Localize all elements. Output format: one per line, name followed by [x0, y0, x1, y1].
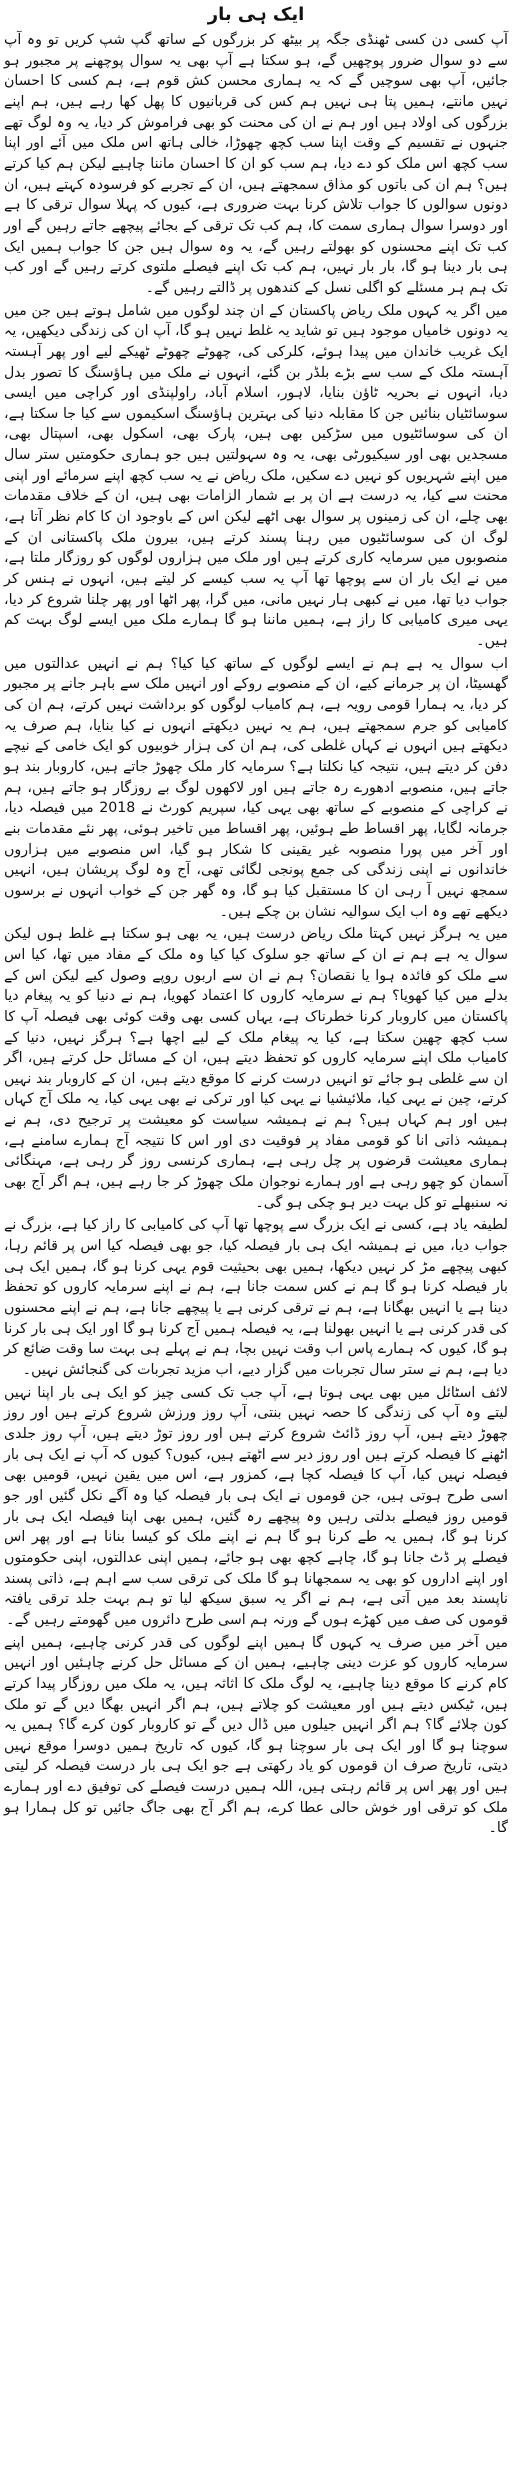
- column-body: [4, 30, 508, 1839]
- paragraph: میں آخر میں صرف یہ کہوں گا ہمیں اپنے لوگوں کی قدر کرنی چاہیے، ہمیں اپنے سرمایہ کاروں کو عزت دینی چاہیے، ہمیں ان کے مسائل حل کرنے چاہئیں اور انہیں کام کرنے کا موقع دینا چاہیے، یہ لوگ ملک کا اثاثہ ہیں، یہ ملک میں روزگار پیدا کرتے ہیں، ٹیکس دیتے ہیں اور معیشت کو چلاتے ہیں، ہم اگر انہیں بھگا دیں گے تو ملک کون چلائے گا؟ ہم اگر انہیں جیلوں میں ڈال دیں گے تو کاروبار کون کرے گا؟ ہمیں یہ سوچنا ہو گا اور ایک ہی بار سوچنا ہو گا، کیوں کہ تاریخ ہمیں دوسرا موقع نہیں دیتی، تاریخ صرف ان قوموں کو یاد رکھتی ہے جو ایک ہی بار درست فیصلہ کر لیتی ہیں اور پھر اس پر قائم رہتی ہیں، اللہ ہمیں درست فیصلے کی توفیق دے اور ہمارے ملک کو ترقی اور خوش حالی عطا کرے، ہم اگر آج بھی جاگ جائیں تو کل ہمارا ہو گا۔: [4, 1634, 508, 1837]
- paragraph: لائف اسٹائل میں بھی یہی ہوتا ہے، آپ جب تک کسی چیز کو ایک ہی بار اپنا نہیں لیتے وہ آپ کی زندگی کا حصہ نہیں بنتی، آپ روز ورزش شروع کرتے ہیں اور روز چھوڑ دیتے ہیں، آپ روز ڈائٹ شروع کرتے ہیں اور روز توڑ دیتے ہیں، آپ روز جلدی اٹھنے کا فیصلہ کرتے ہیں اور روز دیر سے اٹھتے ہیں، کیوں؟ کیوں کہ آپ نے ایک ہی بار فیصلہ نہیں کیا، آپ کا فیصلہ کچا ہے، کمزور ہے، اس میں یقین نہیں، قومیں بھی اسی طرح ہوتی ہیں، جن قوموں نے ایک ہی بار فیصلہ کیا وہ آگے نکل گئیں اور جو قومیں روز فیصلے بدلتی رہیں وہ پیچھے رہ گئیں، ہمیں بھی اپنا فیصلہ ایک ہی بار کرنا ہو گا، ہمیں یہ طے کرنا ہو گا ہم نے اپنے ملک کو کیسا بنانا ہے اور پھر اس فیصلے پر ڈٹ جانا ہو گا، چاہے کچھ بھی ہو جائے، ہمیں اپنی عدالتوں، اپنی حکومتوں اور اپنے اداروں کو بھی یہ سمجھانا ہو گا ملک کی ترقی سب سے اہم ہے، ذاتی پسند ناپسند بعد میں آتی ہے، ہم نے اگر یہ سبق سیکھ لیا تو ہم بہت جلد ترقی یافتہ قوموں کی صف میں کھڑے ہوں گے ورنہ ہم اسی طرح دائروں میں گھومتے رہیں گے۔: [4, 1384, 508, 1628]
- paragraph: میں اگر یہ کہوں ملک ریاض پاکستان کے ان چند لوگوں میں شامل ہوتے ہیں جن میں یہ دونوں خامیاں موجود ہیں تو شاید یہ غلط نہیں ہو گا، آپ ان کی زندگی دیکھیں، یہ ایک غریب خاندان میں پیدا ہوئے، کلرکی کی، چھوٹے چھوٹے ٹھیکے لیے اور پھر آہستہ آہستہ ملک کے سب سے بڑے بلڈر بن گئے، انہوں نے ملک میں ہاؤسنگ کا تصور بدل دیا، انہوں نے بحریہ ٹاؤن بنایا، لاہور، اسلام آباد، راولپنڈی اور کراچی میں ایسی سوسائٹیاں بنائیں جن کا مقابلہ دنیا کی بہترین ہاؤسنگ اسکیموں سے کیا جا سکتا ہے، ان کی سوسائٹیوں میں سڑکیں بھی ہیں، پارک بھی، اسکول بھی، اسپتال بھی، مسجدیں بھی اور سیکیورٹی بھی، یہ وہ سہولتیں ہیں جو ہماری حکومتیں ستر سال میں اپنے شہریوں کو نہیں دے سکیں، ملک ریاض نے یہ سب کچھ اپنے سرمائے اور اپنی محنت سے کیا، یہ درست ہے ان پر بے شمار الزامات بھی ہیں، ان کے خلاف مقدمات بھی چلے، ان کی زمینوں پر سوال بھی اٹھے لیکن اس کے باوجود ان کا کام نظر آتا ہے، لوگ ان کی سوسائٹیوں میں رہنا پسند کرتے ہیں، بیرون ملک پاکستانی ان کے منصوبوں میں سرمایہ کاری کرتے ہیں اور ملک میں ہزاروں لوگوں کو روزگار ملتا ہے، میں نے ایک بار ان سے پوچھا تھا آپ یہ سب کیسے کر لیتے ہیں، انہوں نے ہنس کر جواب دیا تھا، میں نے کبھی ہار نہیں مانی، میں گرا، پھر اٹھا اور پھر چلنا شروع کر دیا، یہی میری کامیابی کا راز ہے، ہمیں ماننا ہو گا ہمارے ملک میں ایسے لوگ بہت کم ہیں۔: [4, 302, 508, 650]
- paragraph: لطیفہ یاد ہے، کسی نے ایک بزرگ سے پوچھا تھا آپ کی کامیابی کا راز کیا ہے، بزرگ نے جواب دیا، میں نے ہمیشہ ایک ہی بار فیصلہ کیا، جو بھی فیصلہ کیا اس پر قائم رہا، کبھی پیچھے مڑ کر نہیں دیکھا، ہمیں بھی بحیثیت قوم یہی کرنا ہو گا، ہمیں ایک ہی بار فیصلہ کرنا ہو گا ہم نے کس سمت جانا ہے، ہم نے اپنے سرمایہ کاروں کو تحفظ دینا ہے یا انہیں بھگانا ہے، ہم نے ترقی کرنی ہے یا پیچھے جانا ہے، ہم نے اپنے محسنوں کی قدر کرنی ہے یا انہیں بھولنا ہے، یہ فیصلہ ہمیں آج کرنا ہو گا اور ایک ہی بار کرنا ہو گا، کیوں کہ ہمارے پاس اب وقت نہیں بچا، ہم نے پہلے ہی بہت سا وقت ضائع کر دیا ہے، ہم نے ستر سال تجربات میں گزار دیے، اب مزید تجربات کی گنجائش نہیں۔: [4, 1217, 508, 1378]
- paragraph: میں یہ ہرگز نہیں کہتا ملک ریاض درست ہیں، یہ بھی ہو سکتا ہے غلط ہوں لیکن سوال یہ ہے ہم نے ان کے ساتھ جو سلوک کیا کیا وہ ملک کے مفاد میں تھا، کیا اس سے ملک کو فائدہ ہوا یا نقصان؟ ہم نے ان سے اربوں روپے وصول کیے لیکن اس کے بدلے میں کیا کھویا؟ ہم نے سرمایہ کاروں کا اعتماد کھویا، ہم نے دنیا کو یہ پیغام دیا پاکستان میں کاروبار کرنا خطرناک ہے، یہاں کسی بھی وقت کوئی بھی فیصلہ آپ کا سب کچھ چھین سکتا ہے، کیا یہ پیغام ملک کے لیے اچھا ہے؟ ہرگز نہیں، دنیا کے کامیاب ملک اپنے سرمایہ کاروں کو تحفظ دیتے ہیں، ان کے مسائل حل کرتے ہیں، اگر ان سے غلطی ہو جائے تو انہیں درست کرنے کا موقع دیتے ہیں، ان کے کاروبار بند نہیں کرتے، چین نے یہی کیا، ملائیشیا نے یہی کیا اور ترکی نے بھی یہی کیا، یہ ملک آج کہاں ہیں اور ہم کہاں ہیں؟ ہم نے ہمیشہ سیاست کو معیشت پر ترجیح دی، ہم نے ہمیشہ ذاتی انا کو قومی مفاد پر فوقیت دی اور اس کا نتیجہ آج ہمارے سامنے ہے، ہماری معیشت قرضوں پر چل رہی ہے، ہماری کرنسی روز گر رہی ہے، مہنگائی آسمان کو چھو رہی ہے اور ہمارے نوجوان ملک چھوڑ کر جا رہے ہیں، ہم اگر آج بھی نہ سنبھلے تو کل بہت دیر ہو چکی ہو گی۔: [4, 926, 508, 1211]
- paragraph: آپ کسی دن کسی ٹھنڈی جگہ پر بیٹھ کر بزرگوں کے ساتھ گپ شپ کریں تو وہ آپ سے دو سوال ضرور پوچھیں گے، ہو سکتا ہے آپ بھی یہ سوال پوچھنے پر مجبور ہو جائیں، آپ بھی سوچیں گے کہ یہ ہماری محسن کش قوم ہے، ہم کسی کا احسان نہیں مانتے، ہمیں پتا ہی نہیں ہم کس کی قربانیوں کا پھل کھا رہے ہیں، ہم اپنے بزرگوں کی اولاد ہیں اور ہم نے ان کی محنت کو بھی فراموش کر دیا، یہ وہ لوگ تھے جنہوں نے تقسیم کے وقت اپنا سب کچھ چھوڑا، خالی ہاتھ اس ملک میں آئے اور اپنا سب کچھ اس ملک کو دے دیا، ہم سب کو ان کا احسان ماننا چاہیے لیکن ہم کیا کرتے ہیں؟ ہم ان کی باتوں کو مذاق سمجھتے ہیں، ان کے تجربے کو فرسودہ کہتے ہیں، ان دونوں سوالوں کا جواب تلاش کرنا بہت ضروری ہے، کیوں کہ پہلا سوال ترقی کا ہے اور دوسرا سوال ہماری سمت کا، ہم کب تک ترقی کے بجائے پیچھے جاتے رہیں گے اور کب تک اپنے محسنوں کو بھولتے رہیں گے، یہ وہ سوال ہیں جن کا جواب ہمیں ایک ہی بار دینا ہو گا، بار بار نہیں، ہم کب تک اپنے فیصلے ملتوی کرتے رہیں گے اور کب تک ہم ہر مسئلے کو اگلی نسل کے کندھوں پر ڈالتے رہیں گے۔: [4, 32, 508, 296]
- paragraph: اب سوال یہ ہے ہم نے ایسے لوگوں کے ساتھ کیا کیا؟ ہم نے انہیں عدالتوں میں گھسیٹا، ان پر جرمانے کیے، ان کے منصوبے روکے اور انہیں ملک سے باہر جانے پر مجبور کر دیا، یہ ہمارا قومی رویہ ہے، ہم کامیاب لوگوں کو برداشت نہیں کرتے، ہم ان کی کامیابی کو جرم سمجھتے ہیں، ہم یہ نہیں دیکھتے انہوں نے کیا بنایا، ہم صرف یہ دیکھتے ہیں انہوں نے کہاں غلطی کی، ہم ان کی ہزار خوبیوں کو ایک خامی کے نیچے دفن کر دیتے ہیں، نتیجہ کیا نکلتا ہے؟ سرمایہ کار ملک چھوڑ جاتے ہیں، کاروبار بند ہو جاتے ہیں، منصوبے ادھورے رہ جاتے ہیں اور لاکھوں لوگ بے روزگار ہو جاتے ہیں، ہم نے کراچی کے منصوبے کے ساتھ بھی یہی کیا، سپریم کورٹ نے 2018 میں فیصلہ دیا، جرمانہ لگایا، پھر اقساط طے ہوئیں، پھر اقساط میں تاخیر ہوئی، پھر نئے مقدمات بنے اور آخر میں پورا منصوبہ غیر یقینی کا شکار ہو گیا، اس منصوبے میں ہزاروں خاندانوں نے اپنی زندگی کی جمع پونجی لگائی تھی، آج وہ لوگ پریشان ہیں، انہیں سمجھ نہیں آ رہی ان کا مستقبل کیا ہو گا، وہ گھر جن کے خواب انہوں نے برسوں دیکھے تھے وہ اب ایک سوالیہ نشان بن چکے ہیں۔: [4, 655, 508, 920]
- column-title: ایک ہی بار: [207, 4, 305, 25]
